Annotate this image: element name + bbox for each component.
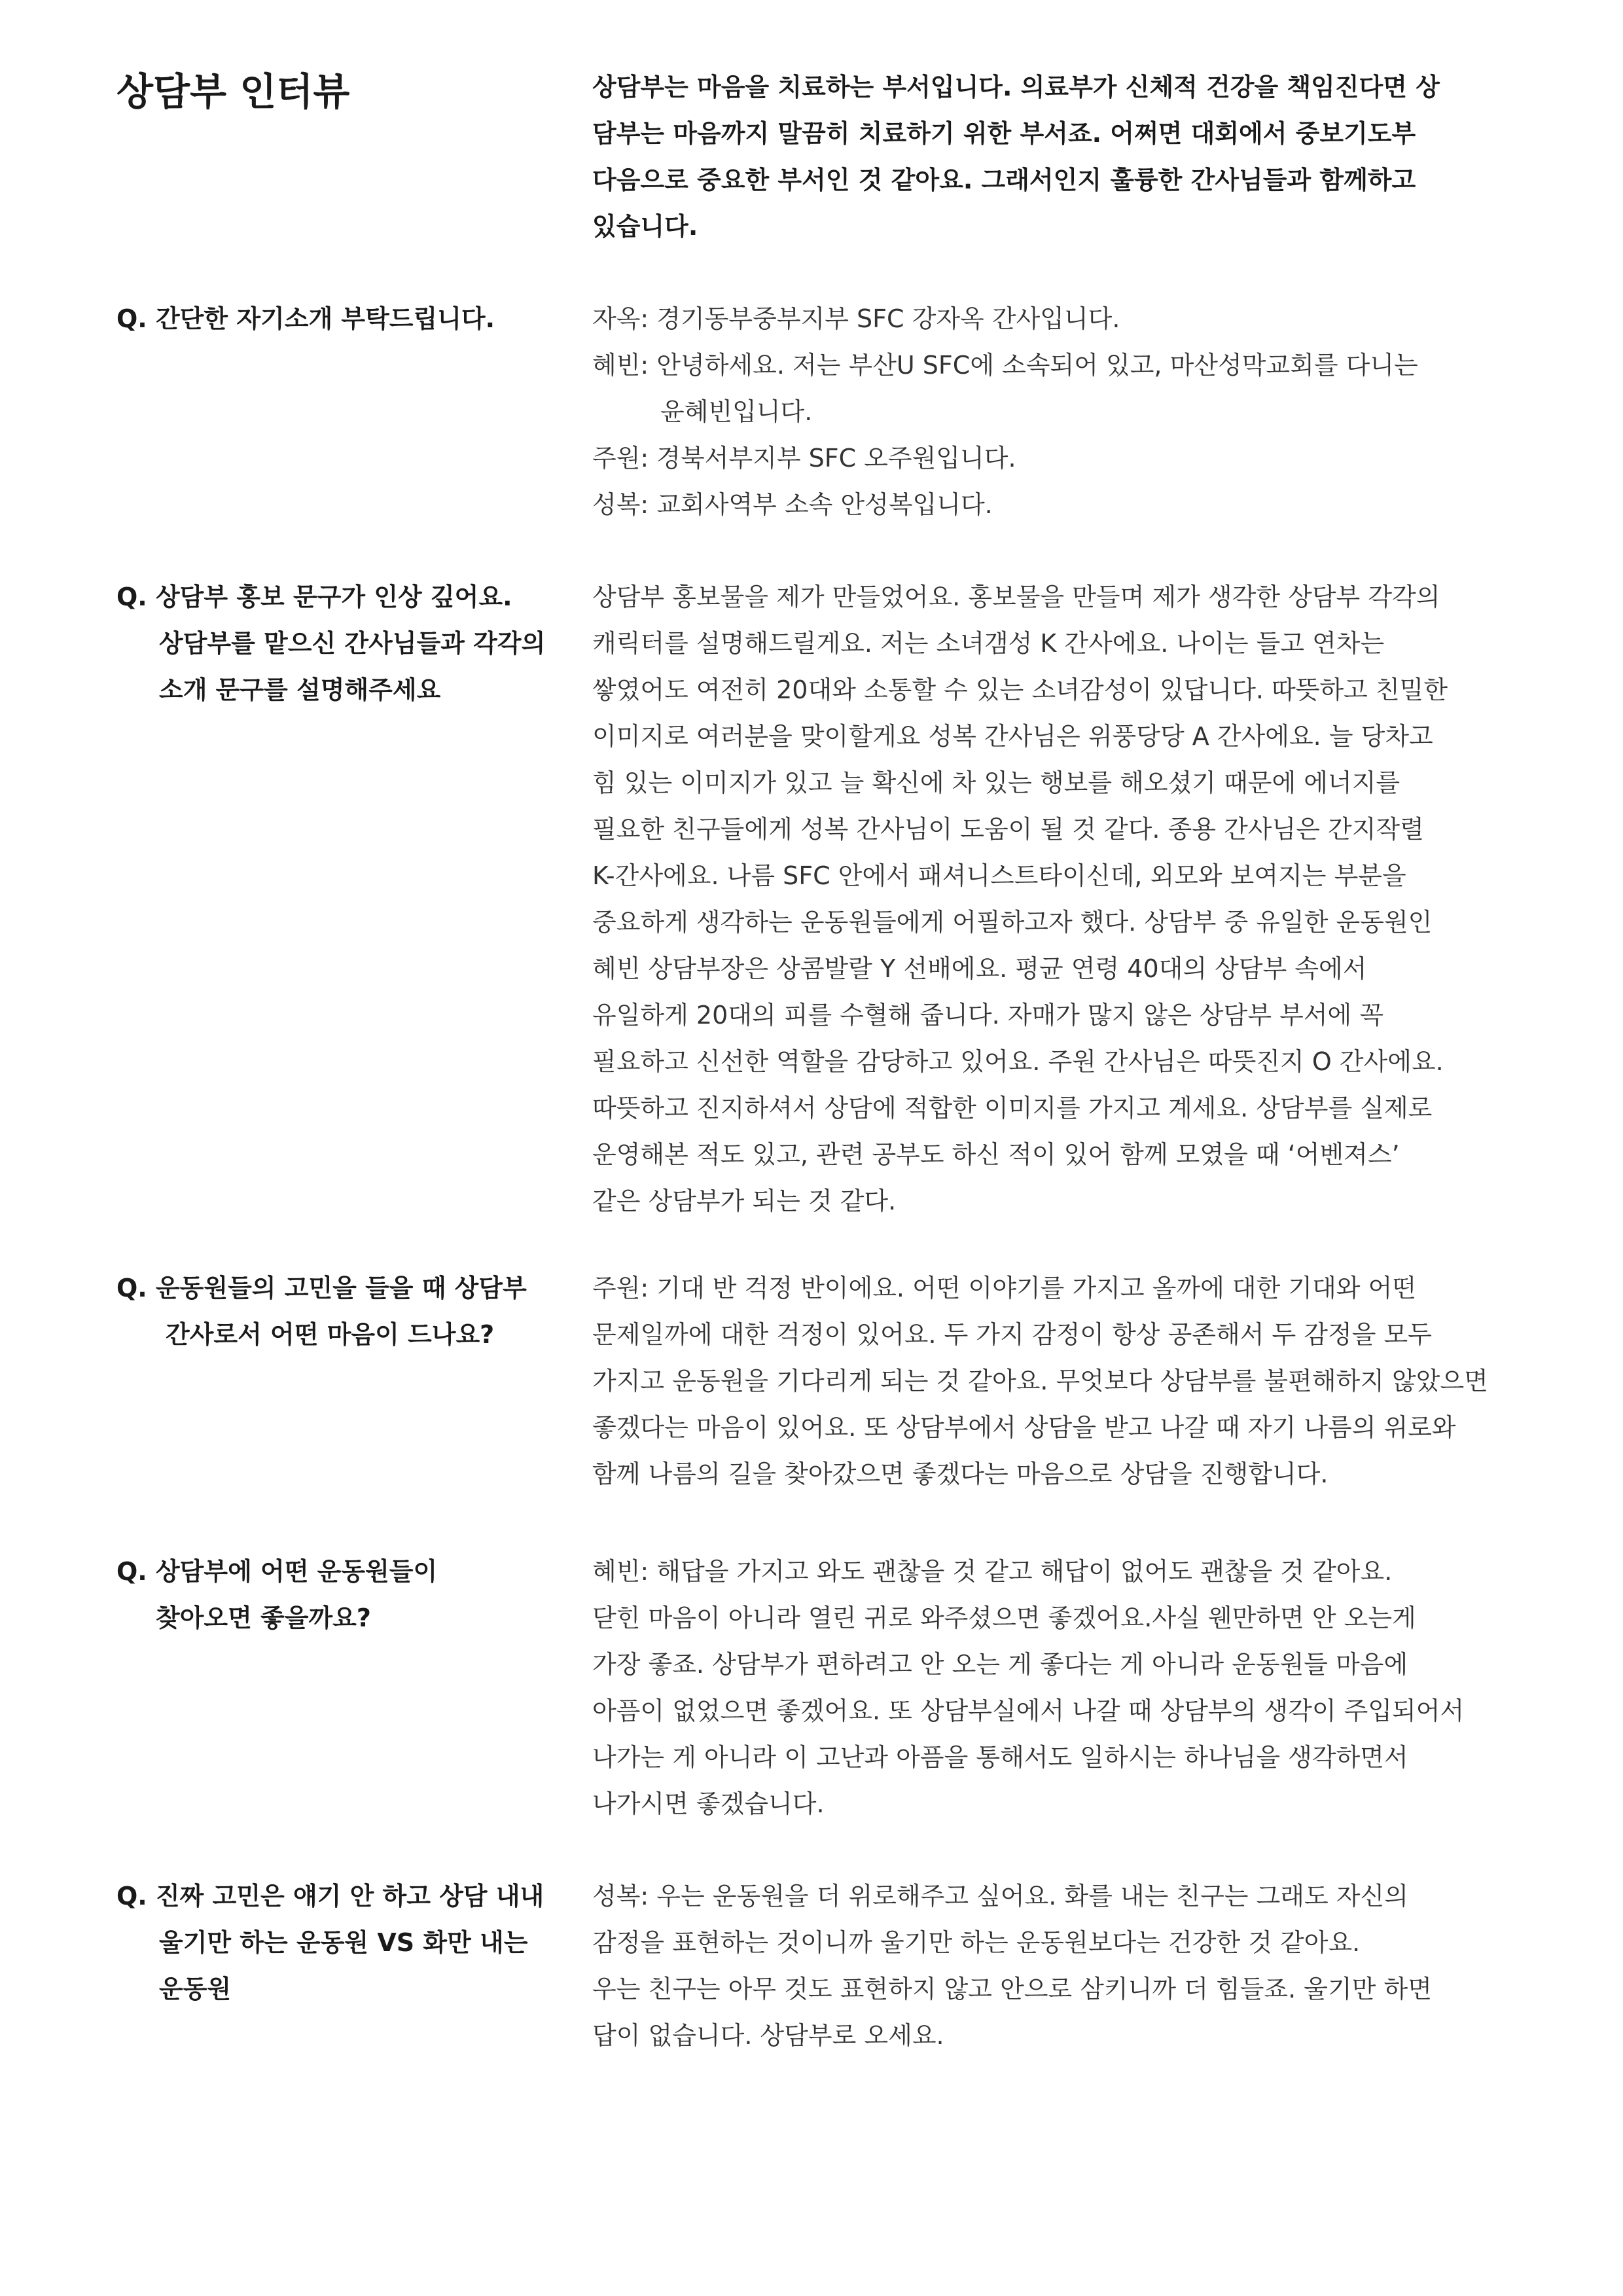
question (116, 296, 575, 342)
question (116, 1549, 575, 1641)
answer-line: 혜빈: 해답을 가지고 와도 괜찮을 것 같고 해답이 없어도 괜찮을 것 같아요. (592, 1557, 1393, 1586)
answer-line: 캐릭터를 설명해드릴게요. 저는 소녀갬성 K 간사에요. 나이는 들고 연차는 (592, 629, 1385, 658)
intro-line: 상담부는 마음을 치료하는 부서입니다. 의료부가 신체적 건강을 책임진다면 상 (592, 73, 1440, 101)
answer-line: 같은 상담부가 되는 것 같다. (592, 1187, 897, 1215)
question-line: 간사로서 어떤 마음이 드나요? (166, 1320, 495, 1349)
question (116, 1873, 575, 2013)
answer-line: 성복: 교회사역부 소속 안성복입니다. (592, 490, 993, 519)
answer-line: 필요한 친구들에게 성복 간사님이 도움이 될 것 같다. 종용 간사님은 간지작렬 (592, 815, 1424, 844)
answer-line: 힘 있는 이미지가 있고 늘 확신에 차 있는 행보를 해오셨기 때문에 에너지를 (592, 768, 1400, 797)
answer-line: 상담부 홍보물을 제가 만들었어요. 홍보물을 만들며 제가 생각한 상담부 각각의 (592, 583, 1440, 611)
answer-line: 가장 좋죠. 상담부가 편하려고 안 오는 게 좋다는 게 아니라 운동원들 마음에 (592, 1650, 1408, 1679)
answer-line: 좋겠다는 마음이 있어요. 또 상담부에서 상담을 받고 나갈 때 자기 나름의 위로와 (592, 1413, 1456, 1442)
question (116, 574, 575, 713)
question-line: 운동원 (159, 1975, 232, 2003)
question (116, 1265, 575, 1358)
answer (592, 1265, 1515, 1498)
answer-line: 유일하게 20대의 피를 수혈해 줍니다. 자매가 많지 않은 상담부 부서에 꼭 (592, 1001, 1384, 1030)
answer-line: 중요하게 생각하는 운동원들에게 어필하고자 했다. 상담부 중 유일한 운동원인 (592, 908, 1433, 937)
page-title: 상담부 인터뷰 (116, 69, 350, 114)
answer-line: 닫힌 마음이 아니라 열린 귀로 와주셨으면 좋겠어요.사실 웬만하면 안 오는게 (592, 1604, 1416, 1632)
intro-line: 있습니다. (592, 212, 698, 241)
answer-line: 필요하고 신선한 역할을 감당하고 있어요. 주원 간사님은 따뜻진지 O 간사에요. (592, 1047, 1444, 1076)
answer-line: 가지고 운동원을 기다리게 되는 것 같아요. 무엇보다 상담부를 불편해하지 않았으면 (592, 1367, 1488, 1395)
intro-line: 담부는 마음까지 말끔히 치료하기 위한 부서죠. 어쩌면 대회에서 중보기도부 (592, 119, 1416, 148)
answer-line: 감정을 표현하는 것이니까 울기만 하는 운동원보다는 건강한 것 같아요. (592, 1928, 1361, 1957)
question-line: 상담부를 맡으신 간사님들과 각각의 (159, 629, 546, 658)
answer-line: 이미지로 여러분을 맞이할게요 성복 간사님은 위풍당당 A 간사에요. 늘 당차고 (592, 722, 1433, 751)
question-line: Q. 상담부에 어떤 운동원들이 (116, 1557, 438, 1586)
intro-paragraph (592, 64, 1515, 250)
question-line: Q. 진짜 고민은 얘기 안 하고 상담 내내 (116, 1882, 544, 1910)
answer-line: 쌓였어도 여전히 20대와 소통할 수 있는 소녀감성이 있답니다. 따뜻하고 친밀한 (592, 675, 1448, 704)
answer (592, 1873, 1515, 2059)
question-line: 찾아오면 좋을까요? (156, 1604, 371, 1632)
answer (592, 1549, 1515, 1827)
intro-line: 다음으로 중요한 부서인 것 같아요. 그래서인지 훌륭한 간사님들과 함께하고 (592, 166, 1416, 194)
answer-line: K-간사에요. 나름 SFC 안에서 패셔니스트타이신데, 외모와 보여지는 부분을 (592, 861, 1406, 890)
question-line: 소개 문구를 설명해주세요 (159, 675, 441, 704)
answer-line: 나가시면 좋겠습니다. (592, 1789, 825, 1818)
answer (592, 574, 1515, 1225)
answer-line: 운영해본 적도 있고, 관련 공부도 하신 적이 있어 함께 모였을 때 ‘어벤져스’ (592, 1140, 1400, 1169)
question-line: 울기만 하는 운동원 VS 화만 내는 (159, 1928, 528, 1957)
answer-line: 성복: 우는 운동원을 더 위로해주고 싶어요. 화를 내는 친구는 그래도 자신의 (592, 1882, 1408, 1910)
question-line: Q. 간단한 자기소개 부탁드립니다. (116, 304, 495, 333)
question-line: Q. 운동원들의 고민을 들을 때 상담부 (116, 1274, 527, 1302)
answer-line: 자옥: 경기동부중부지부 SFC 강자옥 간사입니다. (592, 304, 1120, 333)
answer-line: 주원: 기대 반 걱정 반이에요. 어떤 이야기를 가지고 올까에 대한 기대와 어떤 (592, 1274, 1416, 1302)
answer-line: 따뜻하고 진지하셔서 상담에 적합한 이미지를 가지고 계세요. 상담부를 실제로 (592, 1094, 1433, 1122)
answer (592, 296, 1515, 528)
answer-line: 문제일까에 대한 걱정이 있어요. 두 가지 감정이 항상 공존해서 두 감정을 모두 (592, 1320, 1432, 1349)
question-line: Q. 상담부 홍보 문구가 인상 깊어요. (116, 583, 512, 611)
answer-line: 아픔이 없었으면 좋겠어요. 또 상담부실에서 나갈 때 상담부의 생각이 주입되어서 (592, 1696, 1465, 1725)
answer-line: 혜빈 상담부장은 상콤발랄 Y 선배에요. 평균 연령 40대의 상담부 속에서 (592, 954, 1367, 983)
answer-line: 나가는 게 아니라 이 고난과 아픔을 통해서도 일하시는 하나님을 생각하면서 (592, 1743, 1408, 1772)
answer-line: 함께 나름의 길을 찾아갔으면 좋겠다는 마음으로 상담을 진행합니다. (592, 1460, 1329, 1488)
answer-line: 답이 없습니다. 상담부로 오세요. (592, 2021, 944, 2050)
answer-line: 혜빈: 안녕하세요. 저는 부산U SFC에 소속되어 있고, 마산성막교회를 다니는 (592, 351, 1418, 380)
answer-line: 주원: 경북서부지부 SFC 오주원입니다. (592, 444, 1016, 473)
answer-line: 윤혜빈입니다. (660, 397, 813, 426)
answer-line: 우는 친구는 아무 것도 표현하지 않고 안으로 삼키니까 더 힘들죠. 울기만 하면 (592, 1975, 1432, 2003)
